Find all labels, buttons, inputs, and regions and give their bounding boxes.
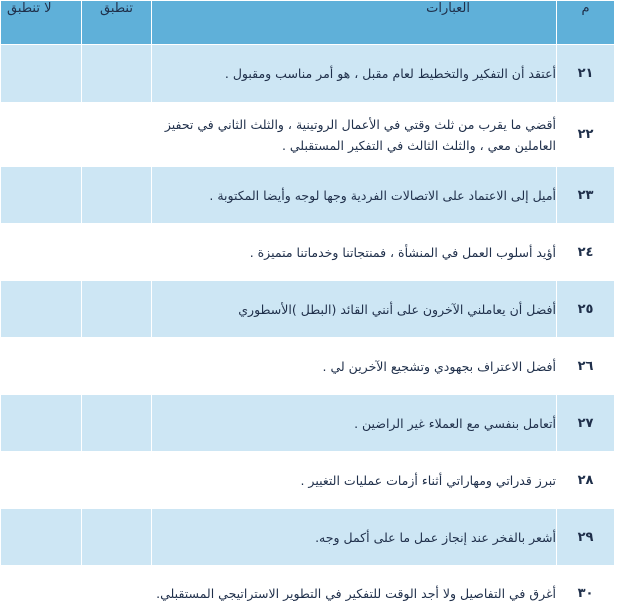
row-number: ٢١ — [557, 45, 615, 103]
row-number: ٣٠ — [557, 566, 615, 615]
not-applies-cell[interactable] — [1, 167, 82, 224]
applies-cell[interactable] — [82, 509, 152, 566]
not-applies-cell[interactable] — [1, 452, 82, 509]
not-applies-cell[interactable] — [1, 103, 82, 167]
applies-cell[interactable] — [82, 45, 152, 103]
row-statement: أشعر بالفخر عند إنجاز عمل ما على أكمل وجه. — [152, 509, 557, 566]
row-number: ٢٤ — [557, 224, 615, 281]
row-statement: أميل إلى الاعتماد على الاتصالات الفردية وجها لوجه وأيضا المكتوبة . — [152, 167, 557, 224]
applies-cell[interactable] — [82, 395, 152, 452]
header-number: م — [557, 1, 615, 45]
table-row — [1, 566, 615, 615]
not-applies-cell[interactable] — [1, 395, 82, 452]
table-row — [1, 281, 615, 338]
not-applies-cell[interactable] — [1, 509, 82, 566]
not-applies-cell[interactable] — [1, 566, 82, 615]
table-row — [1, 103, 615, 167]
row-statement: أعتقد أن التفكير والتخطيط لعام مقبل ، هو أمر مناسب ومقبول . — [152, 45, 557, 103]
not-applies-cell[interactable] — [1, 45, 82, 103]
table-row — [1, 338, 615, 395]
row-number: ٢٥ — [557, 281, 615, 338]
row-statement: أتعامل بنفسي مع العملاء غير الراضين . — [152, 395, 557, 452]
table-row — [1, 395, 615, 452]
header-applies: تنطبق — [82, 1, 152, 45]
row-statement: تبرز قدراتي ومهاراتي أثناء أزمات عمليات التغيير . — [152, 452, 557, 509]
table-row — [1, 45, 615, 103]
applies-cell[interactable] — [82, 167, 152, 224]
row-statement: أفضل الاعتراف بجهودي وتشجيع الآخرين لي . — [152, 338, 557, 395]
not-applies-cell[interactable] — [1, 338, 82, 395]
row-number: ٢٣ — [557, 167, 615, 224]
header-statements: العبارات — [152, 1, 557, 45]
table-row — [1, 224, 615, 281]
row-number: ٢٩ — [557, 509, 615, 566]
table-row — [1, 167, 615, 224]
applies-cell[interactable] — [82, 566, 152, 615]
row-statement: أقضي ما يقرب من ثلث وقتي في الأعمال الروتينية ، والثلث الثاني في تحفيز العاملين معي ، والثلث الثالث في التفكير المستقبلي . — [152, 103, 557, 167]
header-not-applies: لا تنطبق — [1, 1, 82, 45]
applies-cell[interactable] — [82, 338, 152, 395]
row-number: ٢٦ — [557, 338, 615, 395]
applies-cell[interactable] — [82, 224, 152, 281]
row-statement: أغرق في التفاصيل ولا أجد الوقت للتفكير في التطوير الاستراتيجي المستقبلي. — [152, 566, 557, 615]
table-header-row — [1, 1, 615, 45]
table-row — [1, 452, 615, 509]
applies-cell[interactable] — [82, 103, 152, 167]
applies-cell[interactable] — [82, 452, 152, 509]
row-number: ٢٢ — [557, 103, 615, 167]
row-statement: أؤيد أسلوب العمل في المنشأة ، فمنتجاتنا وخدماتنا متميزة . — [152, 224, 557, 281]
row-number: ٢٧ — [557, 395, 615, 452]
not-applies-cell[interactable] — [1, 224, 82, 281]
table-row — [1, 509, 615, 566]
applies-cell[interactable] — [82, 281, 152, 338]
not-applies-cell[interactable] — [1, 281, 82, 338]
row-statement: أفضل أن يعاملني الآخرون على أنني القائد (البطل )الأسطوري — [152, 281, 557, 338]
row-number: ٢٨ — [557, 452, 615, 509]
